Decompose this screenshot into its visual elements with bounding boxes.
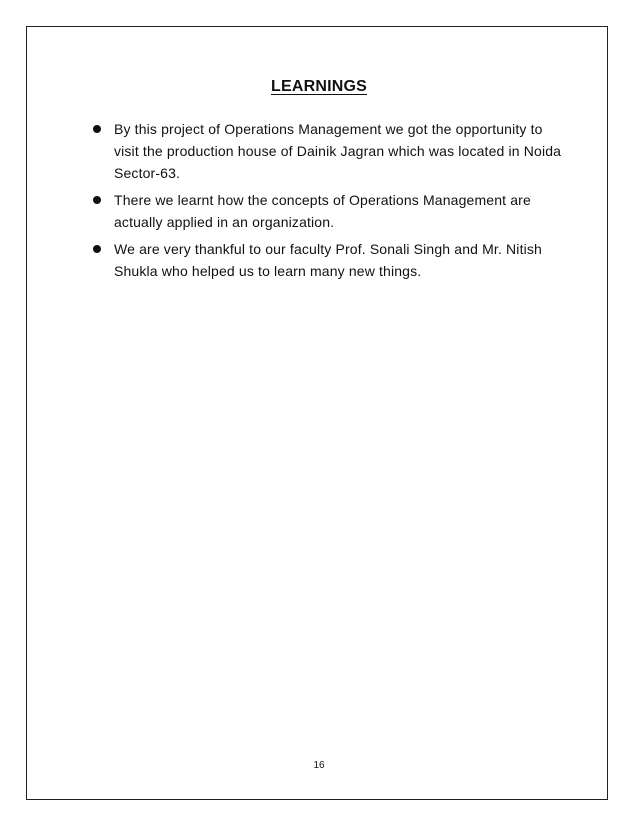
bullet-icon — [93, 125, 101, 133]
page-number: 16 — [313, 760, 325, 771]
list-item — [92, 189, 570, 233]
page-title: LEARNINGS — [270, 78, 368, 95]
list-item-text: There we learnt how the concepts of Operations Management are actually applied in an organization. — [114, 192, 531, 230]
bullet-icon — [93, 245, 101, 253]
learnings-list — [92, 118, 570, 287]
list-item — [92, 118, 570, 184]
list-item — [92, 238, 570, 282]
list-item-text: We are very thankful to our faculty Prof. Sonali Singh and Mr. Nitish Shukla who helped us to learn many new things. — [114, 241, 542, 279]
list-item-text: By this project of Operations Management we got the opportunity to visit the production house of Dainik Jagran which was located in Noida Sector-63. — [114, 121, 562, 181]
bullet-icon — [93, 196, 101, 204]
